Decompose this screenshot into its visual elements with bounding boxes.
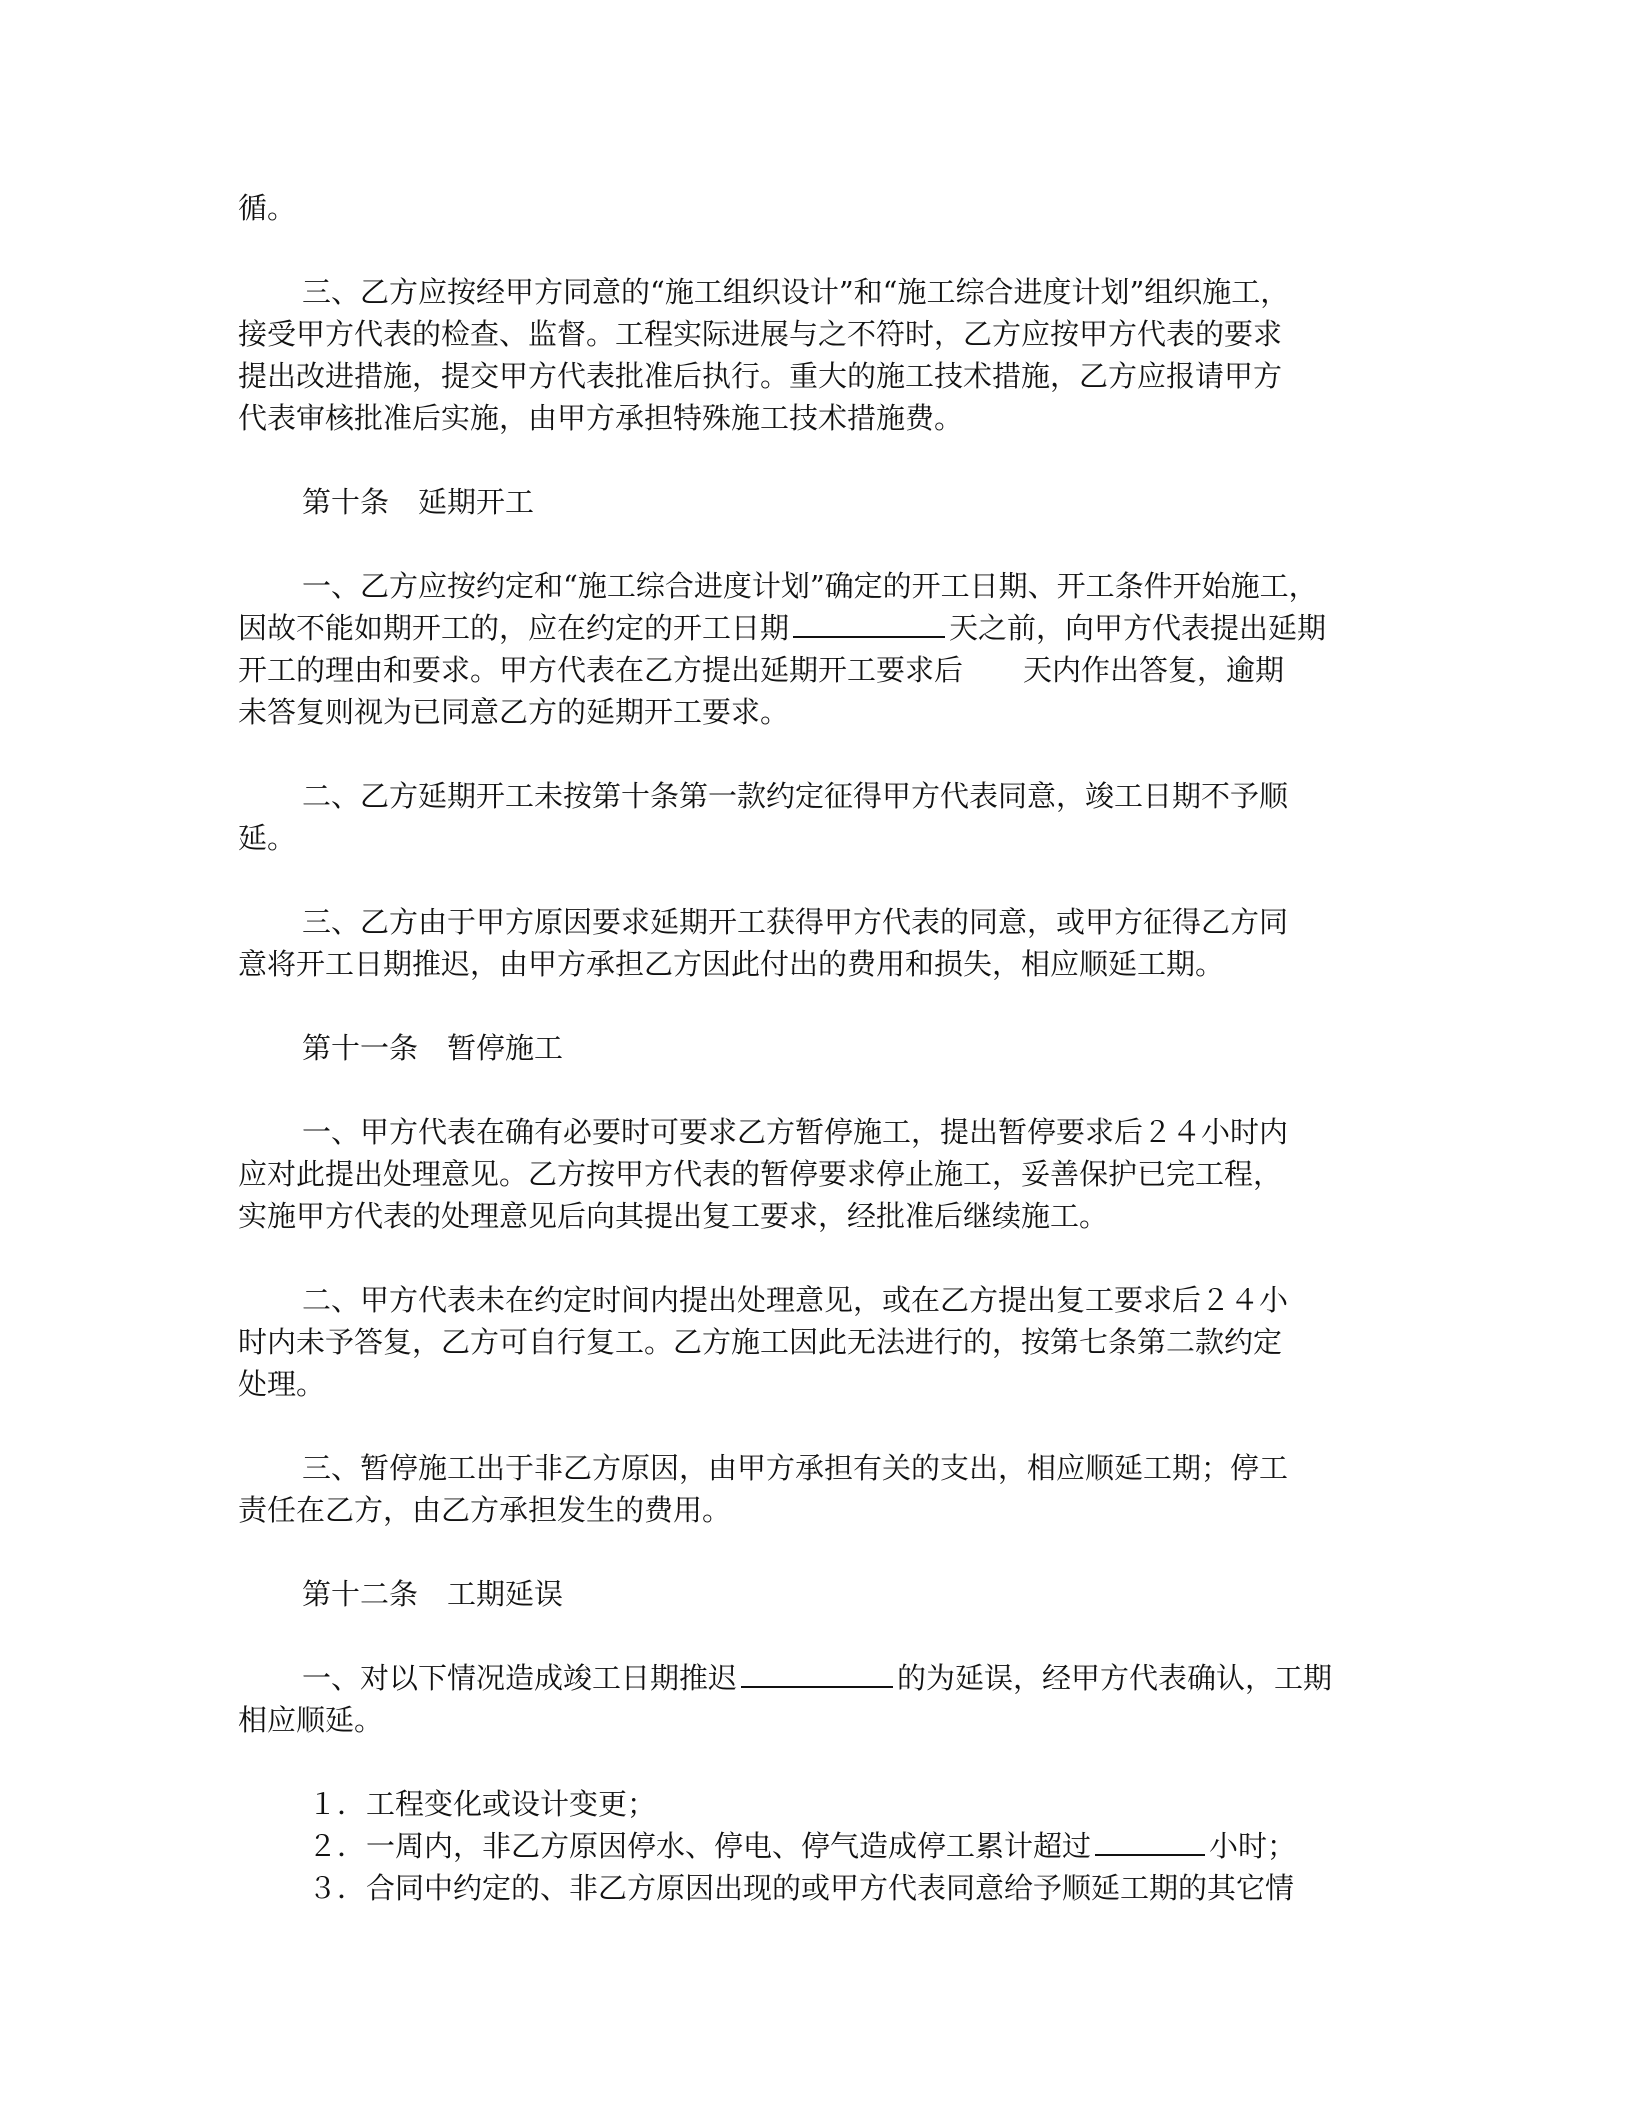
article10-clause1-line3: 开工的理由和要求。甲方代表在乙方提出延期开工要求后 天内作出答复，逾期 <box>238 653 1285 687</box>
article11-clause1-line1: 一、甲方代表在确有必要时可要求乙方暂停施工，提出暂停要求后２４小时内 <box>302 1115 1289 1149</box>
article10-clause1-line1: 一、乙方应按约定和“施工综合进度计划”确定的开工日期、开工条件开始施工， <box>302 569 1318 603</box>
article10-clause1-line4: 未答复则视为已同意乙方的延期开工要求。 <box>238 695 790 729</box>
blank-field <box>741 1658 893 1688</box>
article11-clause2-line2: 时内未予答复，乙方可自行复工。乙方施工因此无法进行的，按第七条第二款约定 <box>238 1325 1283 1359</box>
article11-clause3-line2: 责任在乙方，由乙方承担发生的费用。 <box>238 1493 732 1527</box>
article10-clause3-line1: 三、乙方由于甲方原因要求延期开工获得甲方代表的同意，或甲方征得乙方同 <box>302 905 1289 939</box>
article11-clause1-line2: 应对此提出处理意见。乙方按甲方代表的暂停要求停止施工，妥善保护已完工程， <box>238 1157 1283 1191</box>
article10-clause3-line2: 意将开工日期推迟，由甲方承担乙方因此付出的费用和损失，相应顺延工期。 <box>238 947 1225 981</box>
article12-clause1-line1: 一、对以下情况造成竣工日期推迟 的为延误，经甲方代表确认，工期 <box>302 1658 1332 1698</box>
article11-clause1-line3: 实施甲方代表的处理意见后向其提出复工要求，经批准后继续施工。 <box>238 1199 1109 1233</box>
article10-clause1-line2: 因故不能如期开工的，应在约定的开工日期 天之前，向甲方代表提出延期 <box>238 608 1326 648</box>
article9-clause3-line4: 代表审核批准后实施，由甲方承担特殊施工技术措施费。 <box>238 401 964 435</box>
list-item-3: ３．合同中约定的、非乙方原因出现的或甲方代表同意给予顺延工期的其它情 <box>308 1871 1295 1905</box>
article12-heading: 第十二条 工期延误 <box>302 1577 564 1611</box>
article11-clause2-line1: 二、甲方代表未在约定时间内提出处理意见，或在乙方提出复工要求后２４小 <box>302 1283 1289 1317</box>
article11-heading: 第十一条 暂停施工 <box>302 1031 564 1065</box>
article12-clause1-line2: 相应顺延。 <box>238 1703 384 1737</box>
blank-field <box>793 608 945 638</box>
article11-clause3-line1: 三、暂停施工出于非乙方原因，由甲方承担有关的支出，相应顺延工期；停工 <box>302 1451 1289 1485</box>
article11-clause2-line3: 处理。 <box>238 1367 326 1401</box>
paragraph-continuation: 循。 <box>238 191 297 225</box>
article9-clause3-line1: 三、乙方应按经甲方同意的“施工组织设计”和“施工综合进度计划”组织施工， <box>302 275 1290 309</box>
article9-clause3-line2: 接受甲方代表的检查、监督。工程实际进展与之不符时，乙方应按甲方代表的要求 <box>238 317 1283 351</box>
article10-heading: 第十条 延期开工 <box>302 485 535 519</box>
article10-clause2-line2: 延。 <box>238 821 297 855</box>
list-item-1: １．工程变化或设计变更； <box>308 1787 657 1821</box>
blank-field <box>1095 1826 1205 1856</box>
list-item-2: ２．一周内，非乙方原因停水、停电、停气造成停工累计超过 小时； <box>308 1826 1296 1866</box>
article10-clause2-line1: 二、乙方延期开工未按第十条第一款约定征得甲方代表同意，竣工日期不予顺 <box>302 779 1289 813</box>
article9-clause3-line3: 提出改进措施，提交甲方代表批准后执行。重大的施工技术措施，乙方应报请甲方 <box>238 359 1283 393</box>
